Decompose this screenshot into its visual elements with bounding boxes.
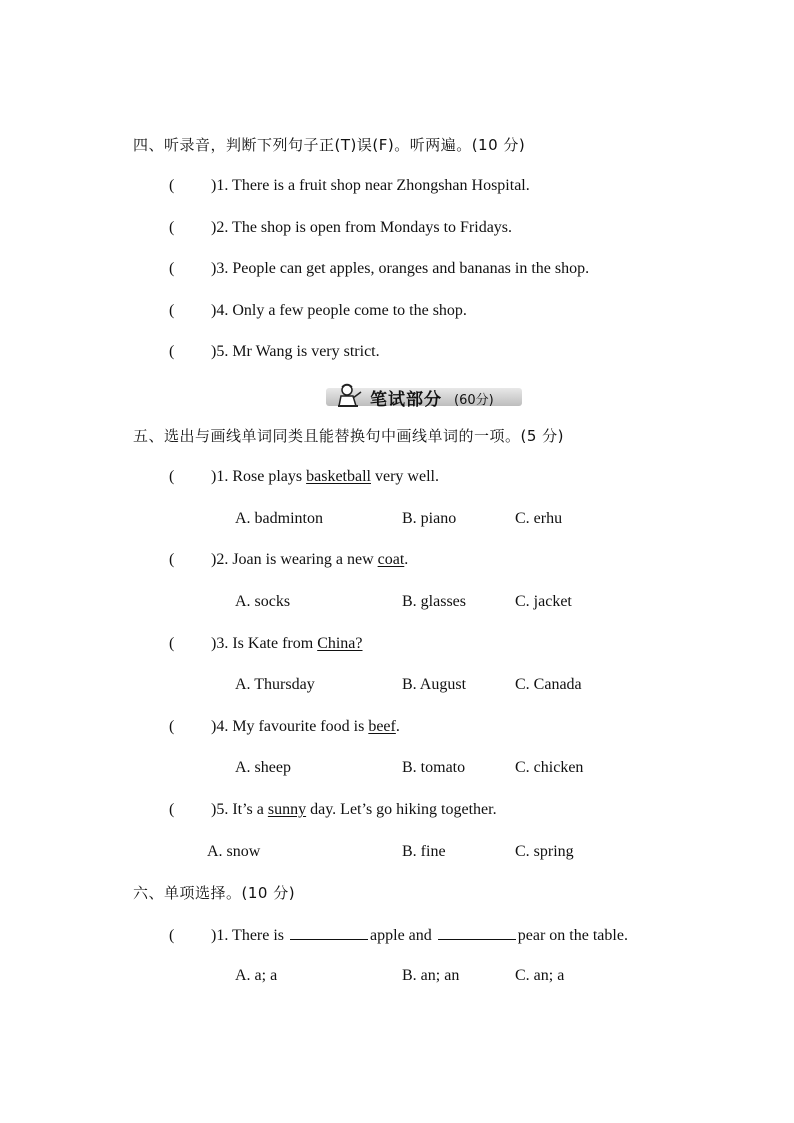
option-a[interactable]: A. snow [207,843,261,860]
underlined-word: China? [317,635,363,652]
option-b[interactable]: B. August [402,676,467,693]
question-text: )4. Only a few people come to the shop. [211,302,467,319]
option-a[interactable]: A. badminton [235,510,323,527]
option-b[interactable]: B. tomato [402,759,466,776]
question-text: )3. People can get apples, oranges and bananas in the shop. [211,260,590,277]
answer-bracket[interactable]: ( [169,801,175,818]
option-c[interactable]: C. erhu [515,510,563,527]
question-text: . [395,718,400,735]
question-item [169,301,467,321]
answer-bracket[interactable]: ( [169,635,175,652]
question-text: )1. Rose plays [211,468,307,485]
option-a[interactable]: A. a; a [235,967,278,984]
question-item [169,634,363,654]
question-text: )3. Is Kate from [211,635,318,652]
section-4-heading: 四、听录音，判断下列句子正(T)误(F)。听两遍。(10 分) [133,136,526,154]
question-text: . [404,551,409,568]
option-a[interactable]: A. Thursday [235,676,315,693]
underlined-word: beef [368,718,396,735]
question-item [169,925,628,946]
underlined-word: sunny [267,801,307,818]
answer-blank[interactable] [438,925,516,940]
answer-bracket[interactable]: ( [169,468,175,485]
banner-title: 笔试部分 [370,390,442,410]
option-c[interactable]: C. spring [515,843,574,860]
answer-bracket[interactable]: ( [169,718,175,735]
question-item [169,550,408,570]
option-b[interactable]: B. fine [402,843,446,860]
question-text: )4. My favourite food is [211,718,369,735]
question-text: apple and [370,927,436,944]
answer-bracket[interactable]: ( [169,302,175,319]
answer-blank[interactable] [290,925,368,940]
question-text: very well. [370,468,439,485]
banner-score: (60分) [454,393,494,408]
answer-bracket[interactable]: ( [169,551,175,568]
question-text: day. Let’s go hiking together. [306,801,497,818]
question-text: )2. The shop is open from Mondays to Fridays. [211,219,513,236]
option-a[interactable]: A. socks [235,593,291,610]
option-a[interactable]: A. sheep [235,759,291,776]
written-part-banner [326,382,522,410]
question-text: pear on the table. [517,927,628,944]
question-text: )5. It’s a [211,801,268,818]
option-c[interactable]: C. chicken [515,759,584,776]
answer-bracket[interactable]: ( [169,219,175,236]
question-text: )2. Joan is wearing a new [211,551,378,568]
option-c[interactable]: C. Canada [515,676,582,693]
section-5-heading: 五、选出与画线单词同类且能替换句中画线单词的一项。(5 分) [133,427,565,445]
option-b[interactable]: B. glasses [402,593,466,610]
question-item [169,218,512,238]
answer-bracket[interactable]: ( [169,927,175,944]
answer-bracket[interactable]: ( [169,260,175,277]
answer-bracket[interactable]: ( [169,343,175,360]
question-item [169,176,530,196]
writing-figure-icon [334,382,364,410]
answer-bracket[interactable]: ( [169,177,175,194]
option-b[interactable]: B. an; an [402,967,460,984]
underlined-word: basketball [306,468,371,485]
section-6-heading: 六、单项选择。(10 分) [133,884,296,902]
question-text: )1. There is a fruit shop near Zhongshan Hospital. [211,177,530,194]
question-item [169,259,589,279]
question-text: )5. Mr Wang is very strict. [211,343,380,360]
underlined-word: coat [377,551,405,568]
question-item [169,467,439,487]
question-item [169,342,380,362]
question-item [169,800,497,820]
question-item [169,717,400,737]
question-text: )1. There is [211,927,289,944]
option-b[interactable]: B. piano [402,510,457,527]
option-c[interactable]: C. an; a [515,967,565,984]
option-c[interactable]: C. jacket [515,593,572,610]
